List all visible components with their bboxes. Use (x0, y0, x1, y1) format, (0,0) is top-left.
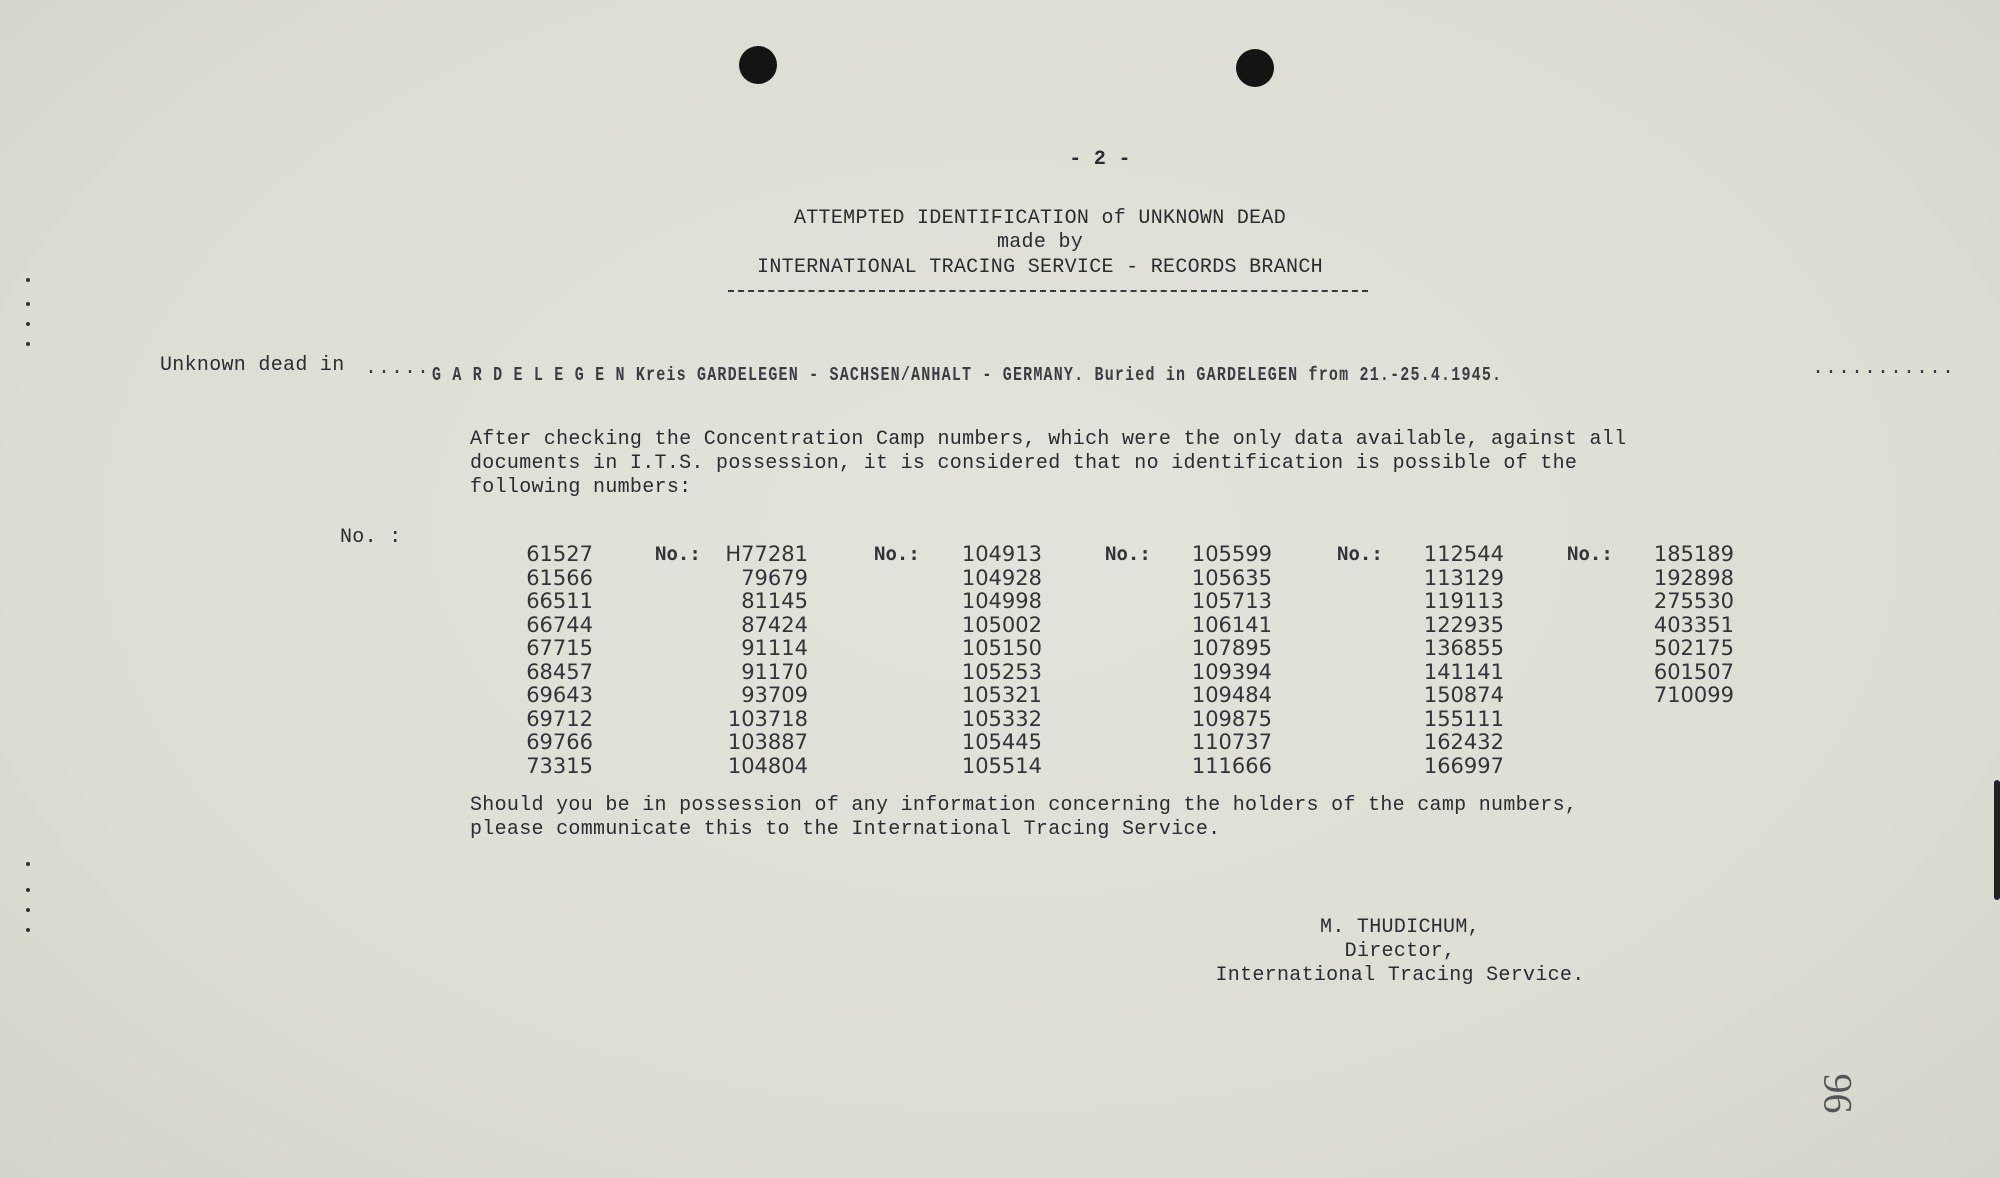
paper-edge (1994, 780, 2000, 900)
camp-number: 112544 (1423, 542, 1504, 566)
numbers-column-4 (1182, 543, 1272, 778)
camp-number: 105445 (961, 730, 1042, 754)
camp-number: 91114 (741, 636, 808, 660)
camp-number: 119113 (1423, 589, 1504, 613)
camp-number: 141141 (1423, 659, 1504, 684)
margin-mark (26, 888, 30, 892)
camp-number: 105599 (1191, 542, 1272, 566)
camp-number: 81145 (741, 589, 808, 613)
margin-mark (26, 342, 30, 346)
camp-number: 109875 (1191, 706, 1272, 731)
margin-mark (26, 322, 30, 326)
camp-number: 79679 (741, 565, 808, 590)
camp-number: 150874 (1423, 683, 1504, 707)
column-label-3: No.: (874, 543, 920, 565)
title-line-2: made by (996, 231, 1084, 254)
camp-number: 105332 (961, 706, 1042, 731)
camp-number: 67715 (526, 636, 593, 660)
margin-mark (26, 928, 30, 932)
title-underline (728, 290, 1368, 292)
camp-number: 601507 (1653, 659, 1734, 684)
camp-number: 93709 (741, 683, 808, 707)
camp-number: 106141 (1191, 612, 1272, 637)
signature-title: Director, (1344, 940, 1456, 963)
column-label-2: No.: (655, 543, 701, 565)
margin-mark (26, 908, 30, 912)
camp-number: 105514 (961, 753, 1042, 778)
camp-number: 111666 (1191, 753, 1272, 778)
camp-number: 710099 (1653, 683, 1734, 707)
camp-number: 103718 (727, 706, 808, 731)
body-line-3: following numbers: (470, 476, 692, 499)
numbers-column-5 (1414, 543, 1504, 778)
camp-number: 107895 (1191, 636, 1272, 660)
camp-number: 155111 (1423, 706, 1504, 731)
camp-number: 136855 (1423, 636, 1504, 660)
punch-hole-left (739, 46, 777, 84)
camp-number: 91170 (741, 659, 808, 684)
numbers-column-2 (720, 543, 808, 778)
camp-number: 110737 (1191, 730, 1272, 754)
margin-mark (26, 302, 30, 306)
body-line-1: After checking the Concentration Camp numbers, which were the only data available, against all (470, 428, 1627, 451)
numbers-column-6 (1644, 543, 1734, 708)
camp-number: 122935 (1423, 612, 1504, 637)
camp-number: 192898 (1653, 565, 1734, 590)
camp-number: 109394 (1191, 659, 1272, 684)
camp-number: 61527 (526, 542, 593, 566)
camp-number: 105002 (961, 612, 1042, 637)
camp-number: 104804 (727, 753, 808, 778)
camp-number: 109484 (1191, 683, 1272, 707)
title-line-3: INTERNATIONAL TRACING SERVICE - RECORDS BRANCH (757, 256, 1323, 279)
camp-number: 113129 (1423, 565, 1504, 590)
camp-number: 66744 (526, 612, 593, 637)
column-label-5: No.: (1337, 543, 1383, 565)
camp-number: 105321 (961, 683, 1042, 707)
camp-number: 105713 (1191, 589, 1272, 613)
page-number: - 2 - (1069, 148, 1131, 171)
closing-line-1: Should you be in possession of any information concerning the holders of the camp numbers, (470, 794, 1578, 817)
camp-number: 87424 (741, 612, 808, 637)
camp-number: 105253 (961, 659, 1042, 684)
closing-line-2: please communicate this to the International Tracing Service. (470, 818, 1221, 841)
camp-number: H77281 (725, 542, 808, 566)
column-label-6: No.: (1567, 543, 1613, 565)
camp-number: 103887 (727, 730, 808, 754)
camp-number: 69766 (526, 730, 593, 754)
signature-org: International Tracing Service. (1215, 964, 1585, 987)
camp-number: 73315 (526, 753, 593, 778)
dots-after: ........... (1812, 357, 1956, 380)
camp-number: 104928 (961, 565, 1042, 590)
signature-name: M. THUDICHUM, (1320, 916, 1480, 939)
dots-before: ..... (365, 357, 431, 380)
punch-hole-right (1236, 49, 1274, 87)
margin-mark (26, 278, 30, 282)
numbers-column-1 (525, 543, 593, 778)
camp-number: 104913 (961, 542, 1042, 566)
camp-number: 162432 (1423, 730, 1504, 754)
camp-number: 66511 (526, 589, 593, 613)
camp-number: 403351 (1653, 612, 1734, 637)
column-label-4: No.: (1105, 543, 1151, 565)
camp-number: 68457 (526, 659, 593, 684)
title-line-1: ATTEMPTED IDENTIFICATION of UNKNOWN DEAD (793, 207, 1287, 230)
camp-number: 104998 (961, 589, 1042, 613)
unknown-dead-label: Unknown dead in (160, 354, 345, 377)
no-label: No. : (340, 526, 402, 549)
camp-number: 502175 (1653, 636, 1734, 660)
camp-number: 166997 (1423, 753, 1504, 778)
camp-number: 275530 (1653, 589, 1734, 613)
camp-number: 69643 (526, 683, 593, 707)
body-line-2: documents in I.T.S. possession, it is considered that no identification is possible of the (470, 452, 1578, 475)
burial-location: G A R D E L E G E N Kreis GARDELEGEN - SACHSEN/ANHALT - GERMANY. Buried in GARDELEGEN from 21.-25.4.1945. (432, 364, 1503, 386)
camp-number: 185189 (1653, 542, 1734, 566)
margin-mark (26, 862, 30, 866)
page-stamp-number: 96 (1815, 1073, 1861, 1114)
camp-number: 105635 (1191, 565, 1272, 590)
camp-number: 105150 (961, 636, 1042, 660)
camp-number: 69712 (526, 706, 593, 731)
numbers-column-3 (952, 543, 1042, 778)
camp-number: 61566 (526, 565, 593, 590)
